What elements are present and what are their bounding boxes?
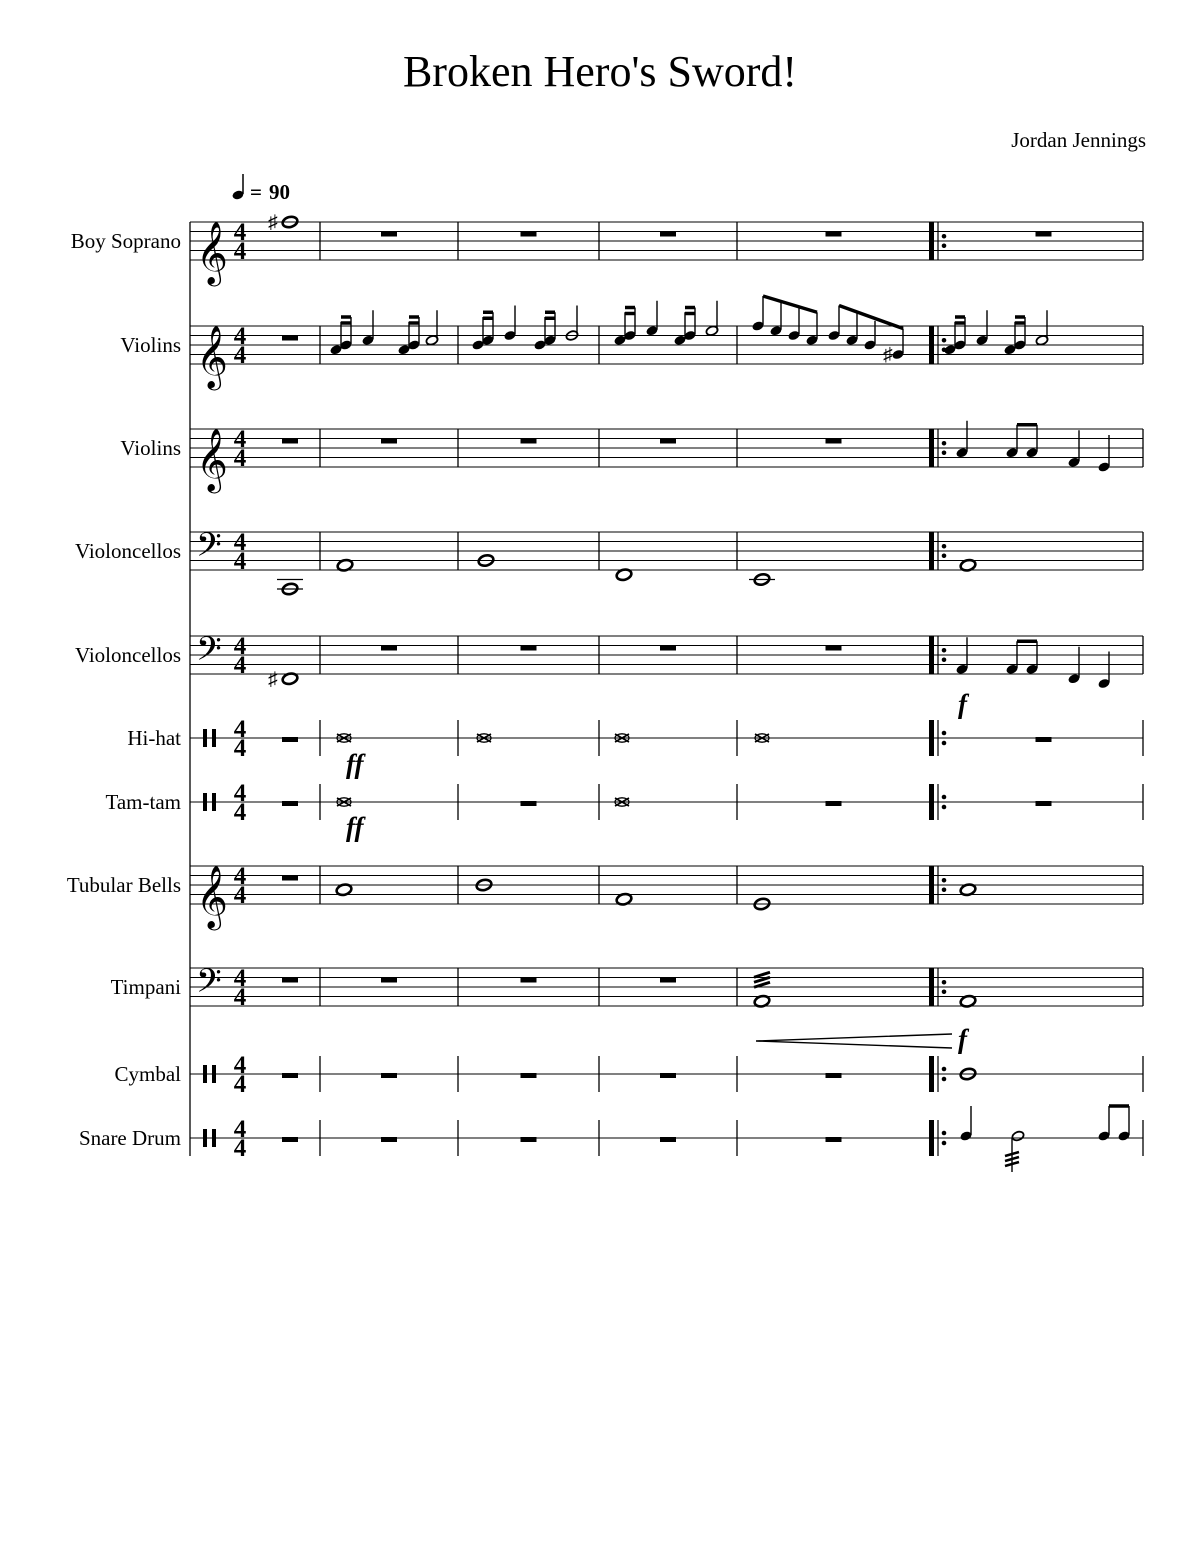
snare-half-note — [1011, 1130, 1025, 1142]
time-signature-denominator: 4 — [233, 735, 247, 762]
repeat-thick-barline — [929, 429, 934, 467]
whole-rest — [282, 737, 298, 742]
whole-rest — [282, 336, 298, 341]
staff-label: Tubular Bells — [66, 873, 181, 897]
staff-label: Violins — [120, 436, 181, 460]
treble-clef: 𝄞 — [196, 223, 228, 283]
treble-clef: 𝄞 — [196, 327, 228, 387]
whole-rest — [826, 801, 842, 806]
time-signature-denominator: 4 — [233, 652, 247, 679]
repeat-thick-barline — [929, 222, 934, 260]
repeat-thick-barline — [929, 1120, 934, 1156]
treble-clef: 𝄞 — [196, 430, 228, 490]
time-signature-numerator: 4 — [233, 863, 247, 890]
time-signature-denominator: 4 — [233, 445, 247, 472]
sharp-accidental: ♯ — [268, 212, 278, 233]
repeat-thick-barline — [929, 968, 934, 1006]
repeat-dot — [942, 741, 947, 746]
time-signature-denominator: 4 — [233, 1135, 247, 1162]
bass-clef: 𝄢 — [196, 526, 222, 572]
whole-rest — [381, 1137, 397, 1142]
bass-clef: 𝄢 — [196, 630, 222, 676]
repeat-thick-barline — [929, 326, 934, 364]
time-signature-numerator: 4 — [233, 633, 247, 660]
repeat-dot — [942, 1131, 947, 1136]
whole-rest — [521, 439, 537, 444]
staff-label: Cymbal — [114, 1062, 181, 1086]
repeat-dot — [942, 1067, 947, 1072]
whole-rest — [282, 801, 298, 806]
bass-clef: 𝄢 — [196, 962, 222, 1008]
staff-label: Boy Soprano — [70, 229, 181, 253]
whole-rest — [660, 439, 676, 444]
whole-rest — [282, 876, 298, 881]
whole-rest — [660, 1137, 676, 1142]
repeat-dot — [942, 243, 947, 248]
time-signature-numerator: 4 — [233, 323, 247, 350]
composer-name: Jordan Jennings — [1011, 128, 1146, 152]
time-signature-denominator: 4 — [233, 799, 247, 826]
sharp-accidental: ♯ — [268, 668, 278, 690]
time-signature-denominator: 4 — [233, 882, 247, 909]
whole-rest — [1036, 737, 1052, 742]
whole-rest — [381, 232, 397, 237]
whole-rest — [521, 978, 537, 983]
time-signature-denominator: 4 — [233, 548, 247, 575]
dynamic-ff: ff — [346, 749, 364, 779]
crescendo-hairpin — [756, 1034, 952, 1048]
whole-rest — [826, 1137, 842, 1142]
whole-rest — [381, 978, 397, 983]
percussion-clef-bar — [203, 1065, 207, 1083]
repeat-dot — [942, 795, 947, 800]
staff-label: Hi-hat — [127, 726, 181, 750]
whole-rest — [381, 439, 397, 444]
percussion-clef-bar — [212, 1065, 216, 1083]
whole-rest — [282, 1073, 298, 1078]
repeat-dot — [942, 648, 947, 653]
time-signature-denominator: 4 — [233, 1071, 247, 1098]
repeat-dot — [942, 878, 947, 883]
repeat-dot — [942, 989, 947, 994]
percussion-clef-bar — [212, 1129, 216, 1147]
staff-label: Timpani — [110, 975, 181, 999]
repeat-thick-barline — [929, 1056, 934, 1092]
repeat-dot — [942, 544, 947, 549]
percussion-clef-bar — [203, 729, 207, 747]
whole-rest — [282, 1137, 298, 1142]
repeat-dot — [942, 731, 947, 736]
repeat-dot — [942, 441, 947, 446]
repeat-thick-barline — [929, 636, 934, 674]
whole-rest — [521, 1073, 537, 1078]
whole-rest — [826, 1073, 842, 1078]
staff-label: Violins — [120, 333, 181, 357]
time-signature-denominator: 4 — [233, 238, 247, 265]
percussion-clef-bar — [203, 793, 207, 811]
staff-label: Violoncellos — [74, 539, 181, 563]
repeat-dot — [942, 234, 947, 239]
whole-rest — [521, 232, 537, 237]
repeat-dot — [942, 980, 947, 985]
whole-rest — [1036, 801, 1052, 806]
dynamic-f: f — [958, 1024, 967, 1054]
time-signature-numerator: 4 — [233, 529, 247, 556]
dynamic-f: f — [958, 689, 967, 719]
whole-rest — [521, 801, 537, 806]
time-signature-denominator: 4 — [233, 984, 247, 1011]
time-signature-numerator: 4 — [233, 219, 247, 246]
dynamic-ff: ff — [346, 812, 364, 842]
repeat-dot — [942, 1141, 947, 1146]
repeat-thick-barline — [929, 866, 934, 904]
repeat-dot — [942, 805, 947, 810]
percussion-clef-bar — [203, 1129, 207, 1147]
tempo-marking — [231, 174, 290, 204]
time-signature-numerator: 4 — [233, 426, 247, 453]
repeat-thick-barline — [929, 784, 934, 820]
time-signature-numerator: 4 — [233, 1052, 247, 1079]
staff-label: Snare Drum — [78, 1126, 181, 1150]
staff-label: Tam-tam — [105, 790, 181, 814]
whole-rest — [521, 1137, 537, 1142]
score-title: Broken Hero's Sword! — [402, 47, 798, 96]
time-signature-numerator: 4 — [233, 716, 247, 743]
whole-rest — [381, 646, 397, 651]
note-beam — [763, 296, 817, 312]
percussion-clef-bar — [212, 729, 216, 747]
repeat-dot — [942, 450, 947, 455]
repeat-dot — [942, 1077, 947, 1082]
whole-rest — [381, 1073, 397, 1078]
note-beam — [839, 306, 903, 329]
time-signature-numerator: 4 — [233, 1116, 247, 1143]
whole-rest — [1036, 232, 1052, 237]
repeat-dot — [942, 657, 947, 662]
whole-rest — [660, 1073, 676, 1078]
whole-rest — [826, 439, 842, 444]
repeat-dot — [942, 338, 947, 343]
whole-rest — [660, 232, 676, 237]
time-signature-denominator: 4 — [233, 342, 247, 369]
repeat-dot — [942, 553, 947, 558]
whole-rest — [660, 978, 676, 983]
time-signature-numerator: 4 — [233, 780, 247, 807]
whole-rest — [282, 978, 298, 983]
percussion-clef-bar — [212, 793, 216, 811]
repeat-dot — [942, 887, 947, 892]
sharp-accidental: ♯ — [883, 344, 893, 366]
whole-rest — [826, 232, 842, 237]
repeat-thick-barline — [929, 532, 934, 570]
whole-rest — [660, 646, 676, 651]
whole-rest — [826, 646, 842, 651]
time-signature-numerator: 4 — [233, 965, 247, 992]
repeat-thick-barline — [929, 720, 934, 756]
staff-label: Violoncellos — [74, 643, 181, 667]
tempo-bpm: 90 — [269, 180, 290, 204]
whole-rest — [282, 439, 298, 444]
tempo-equals: = — [250, 180, 262, 204]
treble-clef: 𝄞 — [196, 867, 228, 927]
whole-rest — [521, 646, 537, 651]
